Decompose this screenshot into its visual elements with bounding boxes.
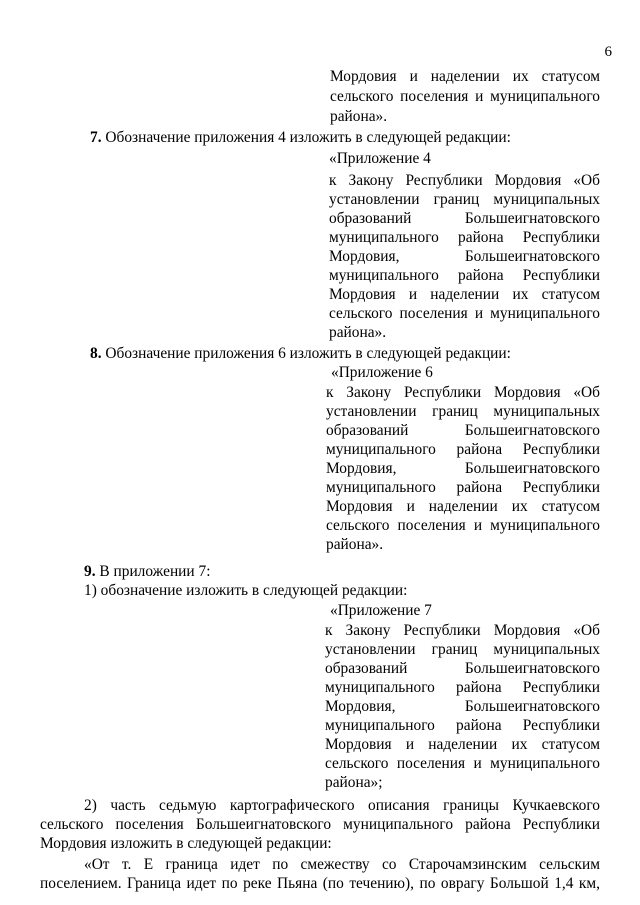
appendix-line: установлении границ муниципальных [325,641,600,658]
appendix-line: Мордовия, Большеигнатовского [326,460,600,477]
item-8-heading [90,345,511,362]
quote-line: поселением. Граница идет по реке Пьяна (по течению), по оврагу Большой 1,4 км, [40,875,600,892]
appendix-line: муниципального района Республики [325,717,600,734]
subitem-2-line: сельского поселения Большеигнатовского муниципального района Республики [40,816,600,833]
appendix-line: образований Большеигнатовского [329,210,600,227]
quote-line: «От т. Е граница идет по смежеству со Старочамзинским сельским [84,856,600,873]
appendix-line: Мордовия и наделении их статусом [326,498,600,515]
appendix-line: образований Большеигнатовского [326,422,600,439]
item-number: 9. [84,563,96,580]
appendix-line: муниципального района Республики [326,441,600,458]
subitem-2-line: Мордовия изложить в следующей редакции: [40,835,332,852]
appendix-title: «Приложение 6 [331,364,433,381]
appendix-line: муниципального района Республики [326,479,600,496]
item-text: Обозначение приложения 6 изложить в следующей редакции: [105,345,511,362]
subitem-1: 1) обозначение изложить в следующей редакции: [84,582,408,599]
continuation-line: района». [330,108,388,125]
item-9-heading [84,563,210,580]
appendix-line: сельского поселения и муниципального [326,517,600,534]
appendix-title: «Приложение 4 [329,150,431,167]
item-text: В приложении 7: [99,563,211,580]
appendix-line: района». [326,536,384,553]
appendix-title: «Приложение 7 [330,602,432,619]
item-number: 8. [90,345,102,362]
item-text: Обозначение приложения 4 изложить в следующей редакции: [105,129,511,146]
appendix-line: к Закону Республики Мордовия «Об [325,622,600,639]
item-7-heading [90,129,511,146]
continuation-line: Мордовия и наделении их статусом [330,68,600,85]
appendix-line: Мордовия, Большеигнатовского [329,248,600,265]
appendix-line: установлении границ муниципальных [326,403,600,420]
item-number: 7. [90,129,102,146]
appendix-line: установлении границ муниципальных [329,191,600,208]
appendix-line: муниципального района Республики [325,679,600,696]
continuation-line: сельского поселения и муниципального [330,88,600,105]
appendix-line: к Закону Республики Мордовия «Об [329,172,600,189]
appendix-line: района». [329,324,387,341]
appendix-line: сельского поселения и муниципального [325,755,600,772]
appendix-line: муниципального района Республики [329,229,600,246]
appendix-line: района»; [325,774,383,791]
appendix-line: муниципального района Республики [329,267,600,284]
page-number: 6 [604,44,612,60]
appendix-line: к Закону Республики Мордовия «Об [326,384,600,401]
appendix-line: Мордовия и наделении их статусом [329,286,600,303]
subitem-2-line: 2) часть седьмую картографического описания границы Кучкаевского [84,797,600,814]
appendix-line: сельского поселения и муниципального [329,305,600,322]
appendix-line: Мордовия, Большеигнатовского [325,698,600,715]
appendix-line: образований Большеигнатовского [325,660,600,677]
appendix-line: Мордовия и наделении их статусом [325,736,600,753]
